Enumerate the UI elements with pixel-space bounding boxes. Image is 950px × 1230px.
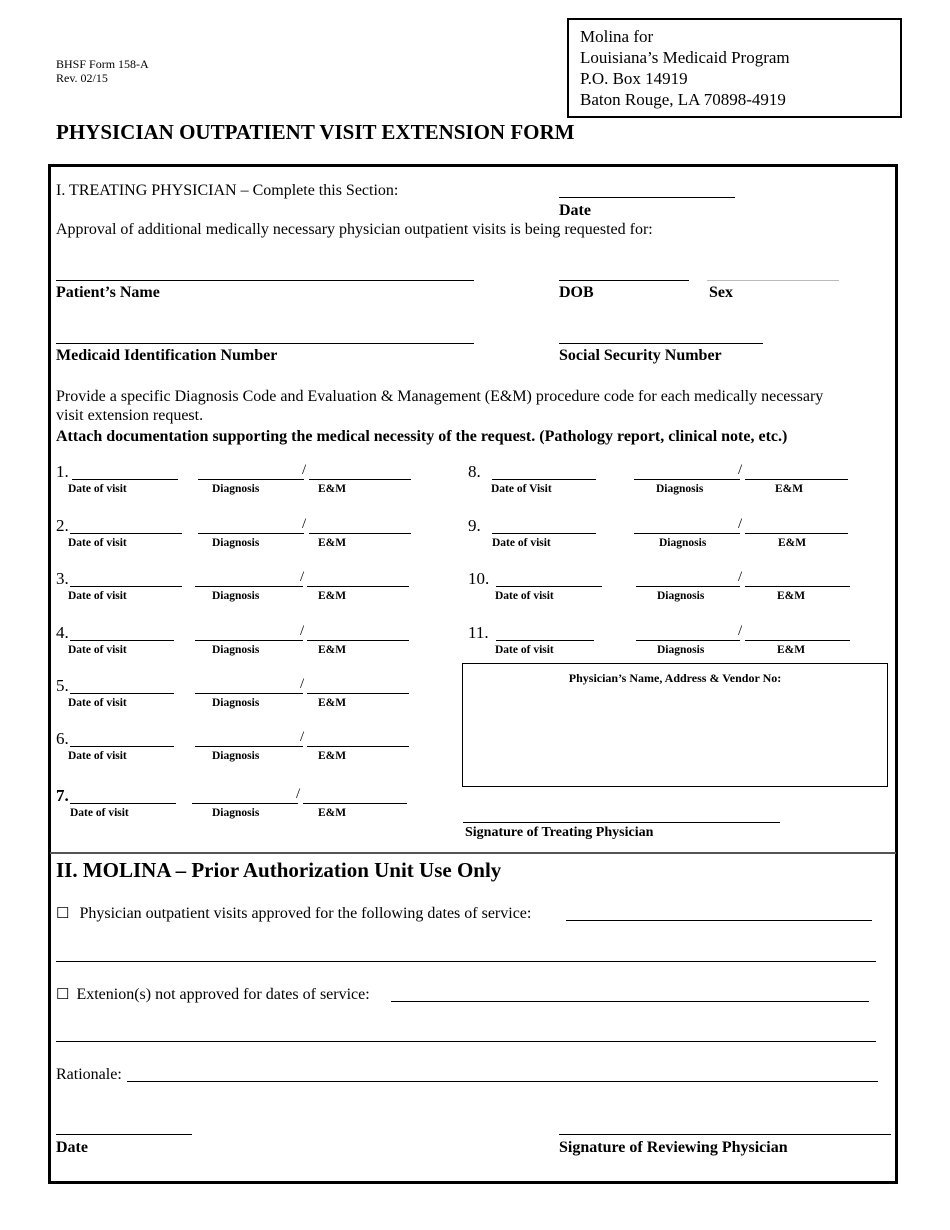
em-field[interactable] [309, 479, 411, 480]
date-of-visit-label: Date of visit [495, 644, 554, 656]
slash: / [738, 516, 743, 532]
em-label: E&M [775, 483, 804, 495]
diagnosis-label: Diagnosis [657, 644, 705, 656]
em-label: E&M [318, 807, 347, 819]
em-field[interactable] [307, 586, 409, 587]
em-label: E&M [318, 483, 347, 495]
em-label: E&M [778, 537, 807, 549]
slash: / [738, 623, 743, 639]
address-line: Louisiana’s Medicaid Program [580, 48, 790, 67]
instructions-line-2: visit extension request. [56, 407, 204, 424]
diagnosis-label: Diagnosis [212, 644, 260, 656]
em-field[interactable] [303, 803, 407, 804]
patient-name-field[interactable] [56, 280, 474, 281]
visit-number: 7. [56, 786, 69, 805]
visit-number: 4. [56, 623, 69, 642]
slash: / [300, 729, 305, 745]
diagnosis-label: Diagnosis [212, 483, 260, 495]
diagnosis-field[interactable] [195, 746, 303, 747]
not-approved-row [56, 985, 370, 1005]
diagnosis-field[interactable] [198, 479, 304, 480]
vendor-box-label: Physician’s Name, Address & Vendor No: [568, 671, 782, 685]
diagnosis-field[interactable] [195, 640, 303, 641]
visit-date-field[interactable] [70, 533, 182, 534]
em-label: E&M [318, 750, 347, 762]
date-of-visit-label: Date of visit [68, 750, 127, 762]
diagnosis-label: Diagnosis [212, 750, 260, 762]
diagnosis-label: Diagnosis [656, 483, 704, 495]
request-date-label: Date [559, 202, 591, 219]
reviewer-signature-field[interactable] [559, 1134, 891, 1135]
rationale-field[interactable] [127, 1081, 878, 1082]
visit-date-field[interactable] [70, 586, 182, 587]
visit-date-field[interactable] [70, 640, 174, 641]
address-line: P.O. Box 14919 [580, 69, 688, 88]
address-line: Molina for [580, 27, 654, 46]
diagnosis-label: Diagnosis [659, 537, 707, 549]
sex-field[interactable] [707, 280, 839, 281]
diagnosis-field[interactable] [198, 533, 304, 534]
em-field[interactable] [745, 533, 848, 534]
approved-dates-field-2[interactable] [56, 961, 876, 962]
diagnosis-field[interactable] [634, 479, 740, 480]
visit-number: 1. [56, 462, 69, 481]
em-label: E&M [318, 697, 347, 709]
date-of-visit-label: Date of visit [68, 644, 127, 656]
em-label: E&M [777, 590, 806, 602]
visit-number: 9. [468, 516, 481, 535]
visit-date-field[interactable] [496, 586, 602, 587]
date-of-visit-label: Date of visit [492, 537, 551, 549]
reviewer-signature-label: Signature of Reviewing Physician [559, 1139, 788, 1156]
visit-date-field[interactable] [70, 803, 176, 804]
medicaid-id-label: Medicaid Identification Number [56, 347, 278, 364]
em-field[interactable] [745, 479, 848, 480]
diagnosis-field[interactable] [192, 803, 298, 804]
address-line: Baton Rouge, LA 70898-4919 [580, 90, 786, 109]
em-field[interactable] [307, 640, 409, 641]
slash: / [300, 569, 305, 585]
date-of-visit-label: Date of Visit [491, 483, 552, 495]
visit-date-field[interactable] [70, 693, 174, 694]
not-approved-text: Extenion(s) not approved for dates of service: [76, 986, 370, 1003]
date-of-visit-label: Date of visit [68, 483, 127, 495]
date-of-visit-label: Date of visit [68, 697, 127, 709]
em-field[interactable] [745, 640, 850, 641]
em-field[interactable] [307, 693, 409, 694]
date-of-visit-label: Date of visit [68, 590, 127, 602]
form-title: PHYSICIAN OUTPATIENT VISIT EXTENSION FORM [56, 120, 575, 144]
diagnosis-field[interactable] [195, 586, 303, 587]
review-date-field[interactable] [56, 1134, 192, 1135]
visit-number: 8. [468, 462, 481, 481]
visit-number: 2. [56, 516, 69, 535]
slash: / [300, 676, 305, 692]
diagnosis-field[interactable] [636, 586, 740, 587]
em-label: E&M [318, 590, 347, 602]
dob-field[interactable] [559, 280, 689, 281]
mailing-address-box [567, 18, 902, 118]
treating-signature-label: Signature of Treating Physician [465, 825, 654, 840]
date-of-visit-label: Date of visit [68, 537, 127, 549]
visit-number: 3. [56, 569, 69, 588]
not-approved-dates-field-2[interactable] [56, 1041, 876, 1042]
patient-name-label: Patient’s Name [56, 284, 160, 301]
ssn-label: Social Security Number [559, 347, 722, 364]
diagnosis-label: Diagnosis [212, 537, 260, 549]
review-date-label: Date [56, 1139, 88, 1156]
slash: / [302, 516, 307, 532]
diagnosis-label: Diagnosis [212, 697, 260, 709]
not-approved-dates-field[interactable] [391, 1001, 869, 1002]
visit-date-field[interactable] [70, 746, 174, 747]
revision-date: Rev. 02/15 [56, 71, 108, 85]
diagnosis-label: Diagnosis [657, 590, 705, 602]
slash: / [738, 569, 743, 585]
diagnosis-label: Diagnosis [212, 590, 260, 602]
visit-number: 11. [468, 623, 489, 642]
dob-label: DOB [559, 284, 594, 301]
visit-number: 5. [56, 676, 69, 695]
em-field[interactable] [307, 746, 409, 747]
instructions-line-1: Provide a specific Diagnosis Code and Evaluation & Management (E&M) procedure code for each medically necessary [56, 388, 824, 405]
date-of-visit-label: Date of visit [495, 590, 554, 602]
slash: / [296, 786, 301, 802]
form-id: BHSF Form 158-A [56, 57, 149, 71]
approved-text: Physician outpatient visits approved for the following dates of service: [79, 905, 532, 922]
not-approved-checkbox[interactable]: ☐ [56, 987, 70, 1003]
instructions-attach: Attach documentation supporting the medical necessity of the request. (Pathology report, clinical note, etc.) [56, 428, 788, 445]
approved-row [56, 904, 531, 924]
request-date-field[interactable] [559, 197, 735, 198]
diagnosis-field[interactable] [634, 533, 740, 534]
treating-signature-field[interactable] [463, 822, 780, 823]
physician-vendor-box[interactable] [462, 663, 888, 787]
visit-date-field[interactable] [496, 640, 594, 641]
approved-dates-field[interactable] [566, 920, 872, 921]
diagnosis-label: Diagnosis [212, 807, 260, 819]
visit-date-field[interactable] [492, 533, 596, 534]
slash: / [302, 462, 307, 478]
visit-number: 10. [468, 569, 490, 588]
em-label: E&M [318, 537, 347, 549]
approved-checkbox[interactable]: ☐ [56, 906, 70, 922]
diagnosis-field[interactable] [636, 640, 740, 641]
section-divider [50, 852, 896, 854]
sex-label: Sex [709, 284, 733, 301]
em-field[interactable] [745, 586, 850, 587]
visit-date-field[interactable] [72, 479, 178, 480]
slash: / [738, 462, 743, 478]
visit-date-field[interactable] [492, 479, 596, 480]
date-of-visit-label: Date of visit [70, 807, 129, 819]
em-field[interactable] [309, 533, 411, 534]
em-label: E&M [318, 644, 347, 656]
ssn-field[interactable] [559, 343, 763, 344]
section1-heading: I. TREATING PHYSICIAN – Complete this Section: [56, 182, 399, 199]
approval-text: Approval of additional medically necessary physician outpatient visits is being requested for: [56, 221, 653, 238]
section2-heading: II. MOLINA – Prior Authorization Unit Use Only [56, 858, 502, 882]
visit-number: 6. [56, 729, 69, 748]
em-label: E&M [777, 644, 806, 656]
slash: / [300, 623, 305, 639]
medicaid-id-field[interactable] [56, 343, 474, 344]
rationale-label: Rationale: [56, 1066, 122, 1083]
diagnosis-field[interactable] [195, 693, 303, 694]
